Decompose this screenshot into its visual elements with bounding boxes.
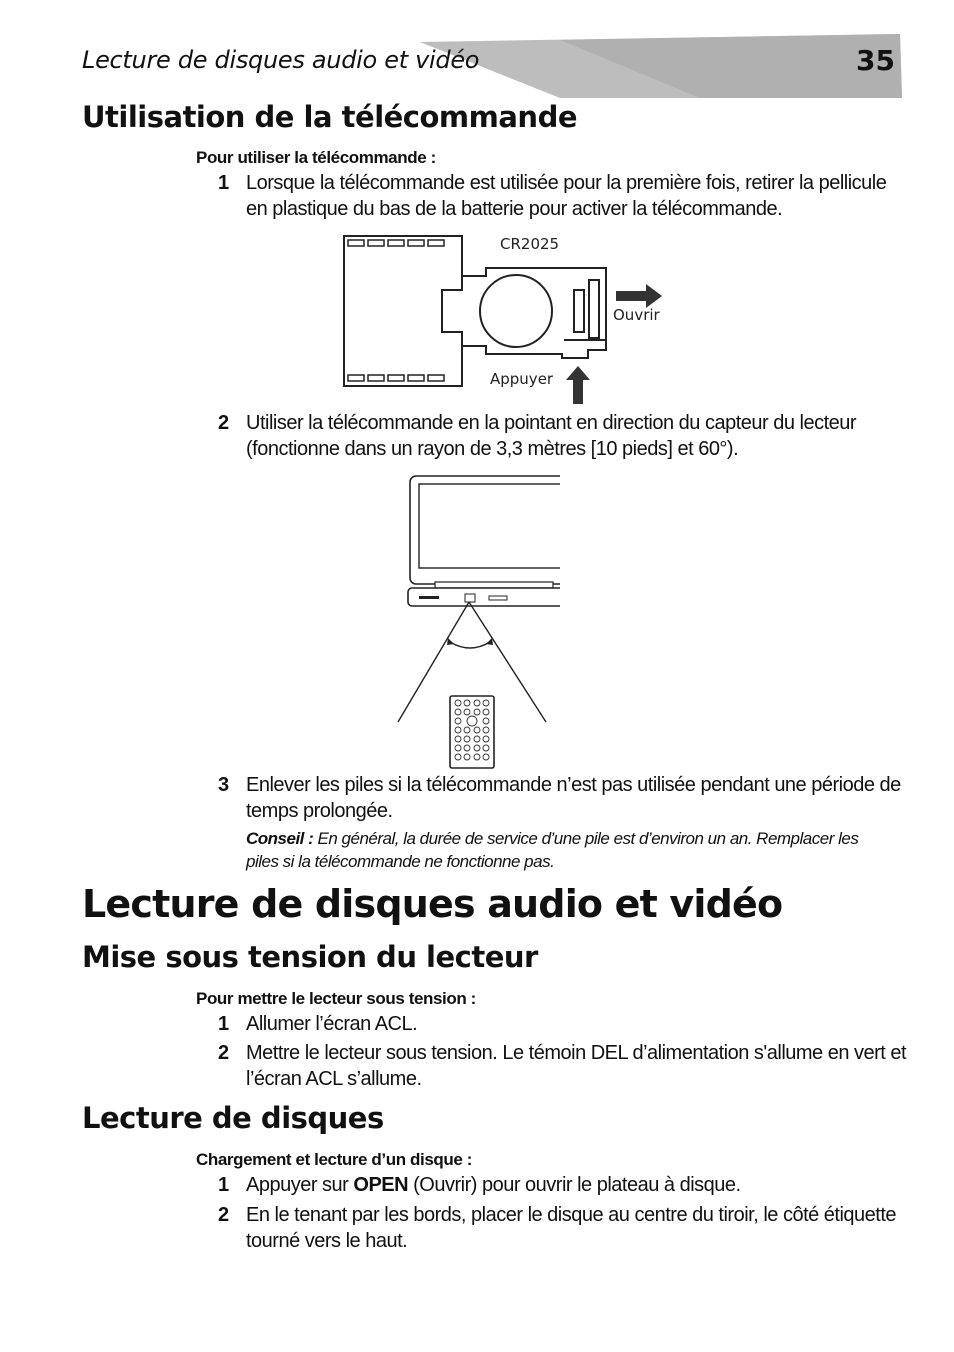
step-text: [246, 1172, 911, 1198]
battery-tray-figure: [336, 228, 676, 408]
section-title-power: Mise sous tension du lecteur: [82, 940, 538, 974]
step-number: 3: [218, 774, 229, 796]
step-number: 2: [218, 1204, 229, 1226]
step-text: Utiliser la télécommande en la pointant en direction du capteur du lecteur (fonctionne dans un rayon de 3,3 mètres [10 pieds] et 60°).: [246, 412, 857, 460]
open-label: Ouvrir: [613, 306, 660, 324]
procedure-heading-remote: Pour utiliser la télécommande :: [196, 148, 436, 167]
step-text: Enlever les piles si la télécommande n’est pas utilisée pendant une période de temps prolongée.: [246, 774, 901, 822]
page-number: 35: [856, 44, 895, 77]
step-text: Mettre le lecteur sous tension. Le témoin DEL d’alimentation s'allume en vert et l’écran ACL s’allume.: [246, 1042, 907, 1090]
step-text-end: (Ouvrir) pour ouvrir le plateau à disque.: [408, 1174, 741, 1196]
step-text: En le tenant par les bords, placer le disque au centre du tiroir, le côté étiquette tourné vers le haut.: [246, 1204, 897, 1252]
step-number: 2: [218, 412, 229, 434]
press-label: Appuyer: [490, 370, 554, 388]
step-number: 1: [218, 1013, 229, 1035]
tip-text: En général, la durée de service d’une pile est d’environ un an. Remplacer les piles si la télécommande ne fonctionne pas.: [246, 829, 859, 871]
step-number: 1: [218, 1174, 229, 1196]
section-title-discs: Lecture de disques: [82, 1101, 384, 1135]
procedure-heading-power: Pour mettre le lecteur sous tension :: [196, 989, 476, 1008]
running-title: Lecture de disques audio et vidéo: [82, 46, 480, 74]
step-text: Allumer l’écran ACL.: [246, 1013, 418, 1035]
step-text-start: Appuyer sur: [246, 1174, 354, 1196]
section-title-remote: Utilisation de la télécommande: [82, 100, 577, 134]
remote-range-figure: [390, 472, 560, 772]
chapter-title: Lecture de disques audio et vidéo: [82, 882, 783, 926]
step-number: 2: [218, 1042, 229, 1064]
battery-model-label: CR2025: [500, 235, 560, 253]
tip-label: Conseil :: [246, 829, 314, 848]
open-key-label: OPEN: [353, 1174, 409, 1196]
step-text: Lorsque la télécommande est utilisée pour la première fois, retirer la pellicule en plastique du bas de la batterie pour activer la télécommande.: [246, 172, 887, 220]
step-number: 1: [218, 172, 229, 194]
tip-note: [246, 827, 886, 873]
procedure-heading-discs: Chargement et lecture d’un disque :: [196, 1150, 472, 1169]
